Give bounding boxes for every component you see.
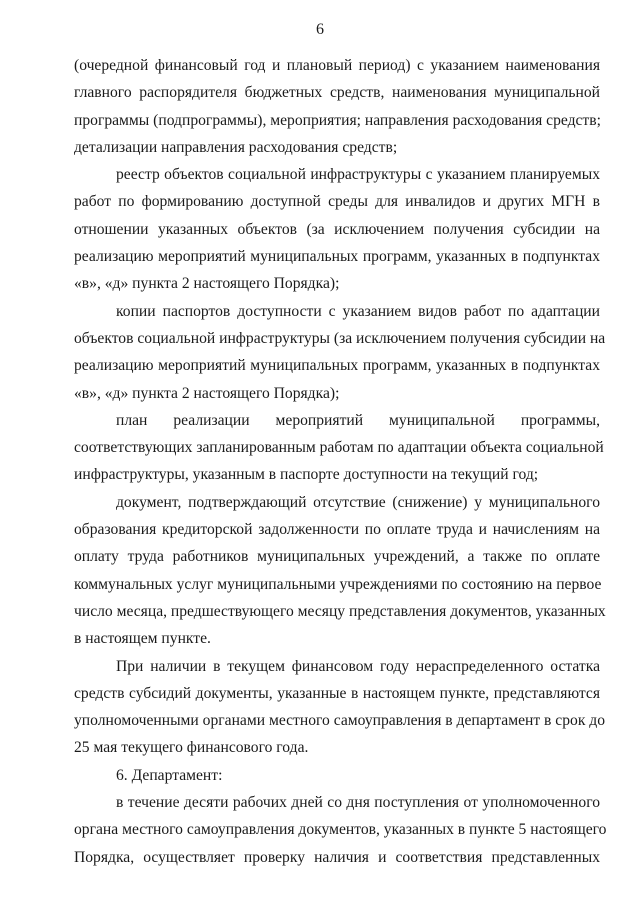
text-line: инфраструктуры, указанным в паспорте доступности на текущий год;	[74, 466, 539, 484]
text-line: отношении указанных объектов (за исключением получения субсидии на	[74, 220, 600, 238]
text-line: программы (подпрограммы), мероприятия; направления расходования средств;	[74, 111, 601, 129]
text-line: 6. Департамент:	[116, 766, 223, 784]
paragraph	[74, 489, 606, 653]
paragraph	[74, 407, 604, 489]
text-line: в настоящем пункте.	[74, 630, 211, 648]
text-line: средств субсидий документы, указанные в настоящем пункте, представляются	[74, 684, 600, 702]
paragraph	[74, 789, 607, 871]
text-line: соответствующих запланированным работам по адаптации объекта социальной	[74, 439, 604, 457]
paragraph	[74, 762, 600, 789]
text-line: в течение десяти рабочих дней со дня поступления от уполномоченного	[116, 794, 600, 812]
text-line: детализации направления расходования средств;	[74, 138, 398, 156]
text-line: «в», «д» пункта 2 настоящего Порядка);	[74, 384, 340, 402]
text-line: (очередной финансовый год и плановый период) с указанием наименования	[74, 57, 600, 74]
text-line: образования кредиторской задолженности по оплате труда и начислениям на	[74, 521, 600, 539]
text-line: 25 мая текущего финансового года.	[74, 739, 309, 757]
text-line: число месяца, предшествующего месяцу представления документов, указанных	[74, 602, 606, 620]
text-line: копии паспортов доступности с указанием видов работ по адаптации	[116, 302, 600, 320]
paragraph	[74, 52, 600, 161]
text-line: «в», «д» пункта 2 настоящего Порядка);	[74, 275, 340, 293]
text-line: реестр объектов социальной инфраструктуры с указанием планируемых	[116, 166, 600, 184]
paragraph	[74, 298, 606, 407]
text-line: документ, подтверждающий отсутствие (снижение) у муниципального	[116, 493, 600, 511]
text-line: оплату труда работников муниципальных учреждений, а также по оплате	[74, 548, 600, 566]
text-line: органа местного самоуправления документов, указанных в пункте 5 настоящего	[74, 821, 607, 839]
page-number: 6	[316, 21, 324, 38]
text-line: реализацию мероприятий муниципальных программ, указанных в подпунктах	[74, 357, 600, 375]
text-line: уполномоченными органами местного самоуправления в департамент в срок до	[74, 712, 606, 730]
text-line: главного распорядителя бюджетных средств, наименования муниципальной	[74, 84, 600, 102]
paragraph	[74, 653, 606, 762]
text-line: план реализации мероприятий муниципальной программы,	[116, 411, 600, 429]
text-line: При наличии в текущем финансовом году нераспределенного остатка	[116, 657, 600, 675]
text-line: реализацию мероприятий муниципальных программ, указанных в подпунктах	[74, 248, 600, 266]
paragraph	[74, 161, 600, 297]
text-line: работ по формированию доступной среды для инвалидов и других МГН в	[74, 193, 600, 211]
text-line: коммунальных услуг муниципальными учреждениями по состоянию на первое	[74, 575, 602, 593]
text-line: Порядка, осуществляет проверку наличия и соответствия представленных	[74, 848, 600, 866]
document-body	[74, 52, 607, 871]
text-line: объектов социальной инфраструктуры (за исключением получения субсидии на	[74, 329, 606, 347]
